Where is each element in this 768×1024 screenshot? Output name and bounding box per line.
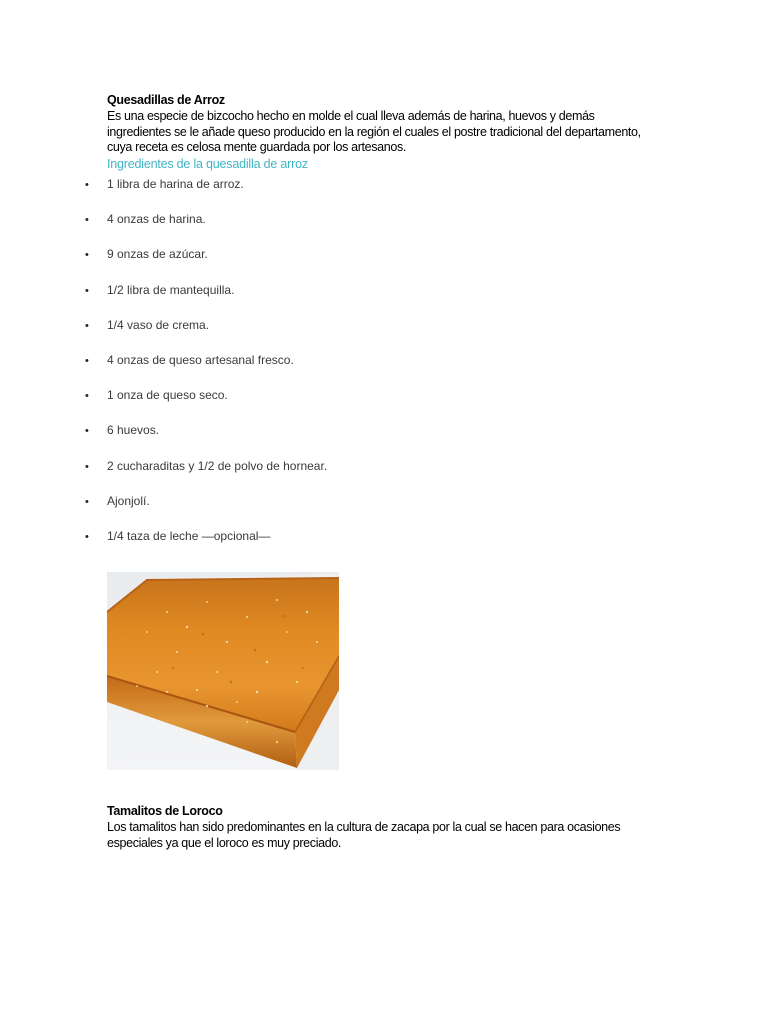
bullet-icon: • <box>85 390 89 403</box>
ingredient-text: 6 huevos. <box>107 423 160 438</box>
section-title-quesadillas: Quesadillas de Arroz <box>107 93 225 107</box>
ingredient-text: Ajonjolí. <box>107 493 150 508</box>
bullet-icon: • <box>85 319 89 332</box>
section-description-tamalitos: Los tamalitos han sido predominantes en la cultura de zacapa por la cual se hacen para ocasiones especiales ya que el loroco es muy preciado. <box>107 820 621 850</box>
bullet-icon: • <box>85 354 89 367</box>
bullet-icon: • <box>85 284 89 297</box>
bullet-icon: • <box>85 179 89 191</box>
section-description-quesadillas: Es una especie de bizcocho hecho en molde el cual lleva además de harina, huevos y demás ingredientes se le añade queso producido en la región el cuales el postre tradicional del departamento, cuya receta es celosa mente guardada por los artesanos. <box>107 109 641 154</box>
ingredient-text: 1/4 vaso de crema. <box>107 317 210 332</box>
ingredients-heading: Ingredientes de la quesadilla de arroz <box>107 157 308 171</box>
bullet-icon: • <box>85 214 89 227</box>
ingredient-text: 9 onzas de azúcar. <box>107 247 208 262</box>
bullet-icon: • <box>85 495 89 508</box>
ingredient-text: 1 libra de harina de arroz. <box>107 177 244 191</box>
bullet-icon: • <box>85 425 89 438</box>
ingredient-text: 2 cucharaditas y 1/2 de polvo de hornear. <box>107 458 328 473</box>
bullet-icon: • <box>85 249 89 262</box>
bullet-icon: • <box>85 530 89 543</box>
ingredient-text: 4 onzas de queso artesanal fresco. <box>107 352 294 367</box>
section-title-tamalitos: Tamalitos de Loroco <box>107 804 223 818</box>
quesadilla-photo <box>107 572 339 770</box>
ingredient-text: 4 onzas de harina. <box>107 212 206 227</box>
ingredient-text: 1/4 taza de leche —opcional— <box>107 528 271 543</box>
ingredient-text: 1 onza de queso seco. <box>107 388 228 403</box>
ingredient-text: 1/2 libra de mantequilla. <box>107 282 235 297</box>
bullet-icon: • <box>85 460 89 473</box>
